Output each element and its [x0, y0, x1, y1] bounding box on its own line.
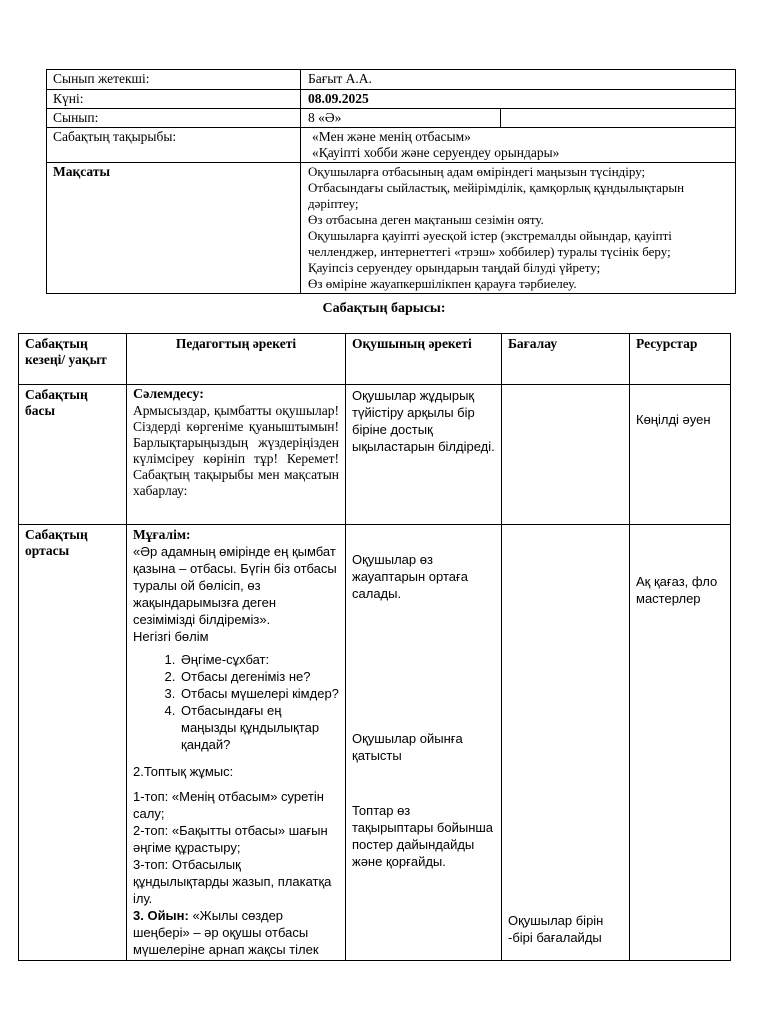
teacher-heading: Мұғалім: [133, 527, 191, 542]
lesson-plan-table [18, 333, 731, 961]
student-response-1: Оқушылар өз жауаптарын ортаға салады. [352, 552, 468, 601]
class-label: Сынып: [47, 109, 301, 128]
topic-line-1: «Мен және менің отбасым» [312, 129, 471, 144]
goals-value [301, 163, 736, 294]
assessment-middle: Оқушылар бірін -бірі бағалайды [502, 525, 630, 961]
discussion-list [133, 651, 339, 753]
group-work-label: 2.Топтық жұмыс: [133, 764, 234, 779]
goal-line: Оқушыларға отбасының адам өміріндегі маңызын түсіндіру; [308, 164, 646, 179]
resources-start: Көңілді әуен [630, 385, 731, 525]
teacher-action-start [127, 385, 346, 525]
goal-line: Өз отбасына деген мақтаныш сезімін ояту. [308, 212, 544, 227]
game-text: «Жылы сөздер шеңбері» – әр оқушы отбасы мүшелеріне арнап жақсы тілек [133, 908, 319, 957]
topic-label: Сабақтың тақырыбы: [47, 128, 301, 163]
game-text-block [133, 907, 339, 958]
greeting-text: Армысыздар, қымбатты оқушылар! Сіздерді көргеніме қуаныштымын! Барлықтарыңыздың жүздеріңізден күлімсіреу көрініп тұр! Керемет! Сабақтың тақырыбы мен мақсатын хабарлау: [133, 403, 339, 498]
teacher-action-middle [127, 525, 346, 961]
class-value: 8 «Ә» [301, 109, 501, 128]
goal-line: Өз өміріне жауапкершілікпен қарауға тәрбиелеу. [308, 276, 577, 291]
group-item: 2-топ: «Бақытты отбасы» шағын әңгіме құрастыру; [133, 823, 328, 855]
goal-line: дәріптеу; [308, 196, 359, 211]
teacher-value: Бағыт А.А. [301, 70, 736, 90]
student-action-start: Оқушылар жұдырық түйістіру арқылы бір біріне достық ықыластарын білдіреді. [346, 385, 502, 525]
lesson-info-table [46, 69, 736, 294]
student-response-3: Топтар өз тақырыптары бойынша постер дайындайды және қорғайды. [352, 803, 494, 869]
resources-middle: Ақ қағаз, фломастерлер [630, 525, 731, 961]
teacher-quote: «Әр адамның өмірінде ең қымбат қазына – отбасы. Бүгін біз отбасы туралы ой бөлісіп, өз жақындарымызға деген сезімімізді білдіреміз». [133, 544, 337, 627]
goal-line: Қауіпсіз серуендеу орындарын таңдай білуді үйрету; [308, 260, 601, 275]
goal-line: челленджер, интернеттегі «трэш» хоббилер) туралы түсінік беру; [308, 244, 671, 259]
list-item: 2. Отбасы дегеніміз не? [179, 668, 339, 685]
student-action-middle [346, 525, 502, 961]
topic-line-2: «Қауіпті хобби және серуендеу орындары» [312, 145, 560, 160]
class-empty-cell [501, 109, 736, 128]
stage-start: Сабақтың басы [19, 385, 127, 525]
greeting-heading: Сәлемдесу: [133, 387, 204, 402]
date-value: 08.09.2025 [301, 90, 736, 109]
date-label: Күні: [47, 90, 301, 109]
header-resources: Ресурстар [630, 334, 731, 385]
stage-middle: Сабақтың ортасы [19, 525, 127, 961]
game-label: 3. Ойын: [133, 908, 189, 923]
assessment-start [502, 385, 630, 525]
header-student: Оқушының әрекеті [346, 334, 502, 385]
header-stage: Сабақтың кезеңі/ уақыт [19, 334, 127, 385]
topic-value [301, 128, 736, 163]
section-title: Сабақтың барысы: [322, 301, 446, 316]
header-teacher: Педагогтың әрекеті [127, 334, 346, 385]
student-response-2: Оқушылар ойынға қатысты [352, 731, 463, 763]
group-item: 1-топ: «Менің отбасым» суретін салу; [133, 789, 324, 821]
list-item: 3. Отбасы мүшелері кімдер? [179, 685, 339, 702]
group-item: 3-топ: Отбасылық құндылықтарды жазып, плакатқа ілу. [133, 857, 332, 906]
goals-label: Мақсаты [47, 163, 301, 294]
goal-line: Отбасындағы сыйластық, мейірімділік, қамқорлық құндылықтарын [308, 180, 685, 195]
list-item: 1. Әңгіме-сұхбат: [179, 651, 339, 668]
header-assessment: Бағалау [502, 334, 630, 385]
list-item: 4. Отбасындағы ең маңызды құндылықтар қандай? [179, 702, 339, 753]
main-part-label: Негізгі бөлім [133, 629, 209, 644]
teacher-label: Сынып жетекші: [47, 70, 301, 90]
goal-line: Оқушыларға қауіпті әуесқой істер (экстремалды ойындар, қауіпті [308, 228, 672, 243]
